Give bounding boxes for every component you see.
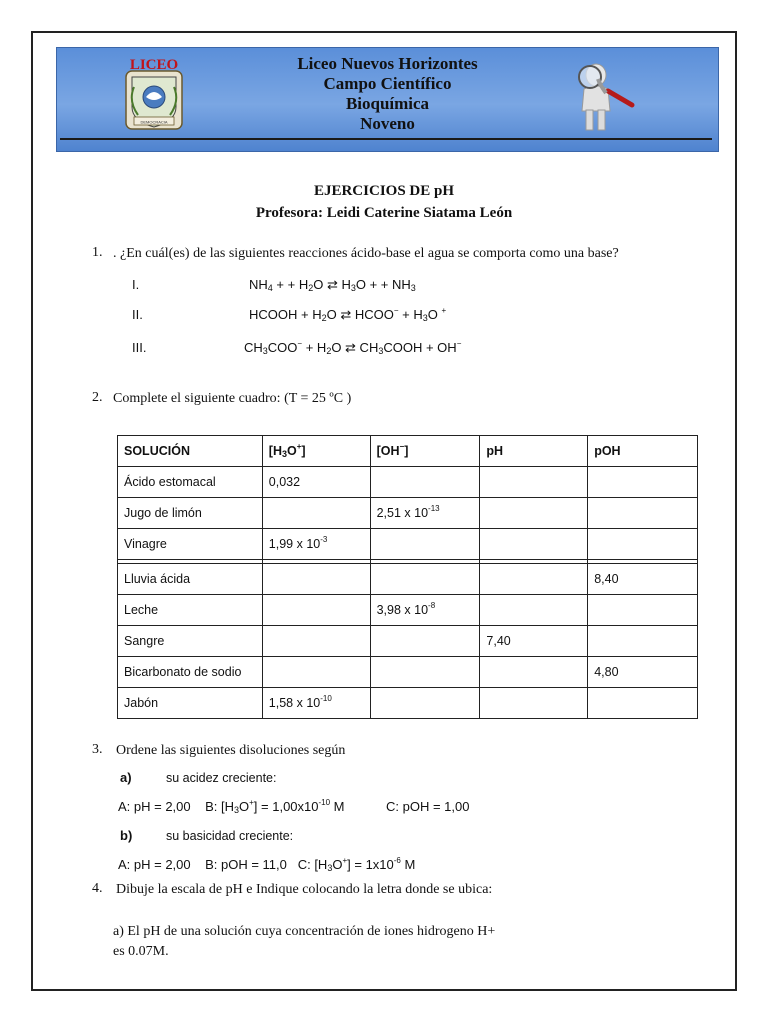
- q3-b-option-b: B: pOH = 11,0: [205, 857, 287, 872]
- title: EJERCICIOS DE pH: [313, 183, 455, 199]
- q3-a-option-a: A: pH = 2,00: [118, 799, 191, 814]
- row-h3o-exponent: -10: [320, 694, 332, 703]
- row-h3o: 0,032: [262, 467, 370, 498]
- row-ph: 7,40: [480, 626, 588, 657]
- row-h3o: [262, 498, 370, 529]
- header-h3o: $[H_3O^+]$: [262, 436, 370, 467]
- svg-text:DEMOCRACIA: DEMOCRACIA: [140, 119, 168, 125]
- row-h3o: [262, 595, 370, 626]
- magnifier-figure-icon: [566, 55, 646, 135]
- row-ph: [480, 498, 588, 529]
- ph-table: [117, 435, 698, 719]
- header-solucion: SOLUCIÓN: [118, 436, 263, 467]
- school-logo: [112, 57, 196, 135]
- row-oh: [370, 595, 480, 626]
- q3-a-option-c: C: pOH = 1,00: [386, 799, 470, 814]
- q3-a-options: A: pH = 2,00 B: $[H_3O^+] = 1,00x10^{-10}$ M: [118, 798, 345, 815]
- row-ph: [480, 467, 588, 498]
- area-name: Campo Científico: [323, 74, 452, 93]
- reaction-2: HCOOH + $H_2O$ ⇄ HCOO− + $H_3O$ +: [249, 306, 447, 323]
- q1-roman-2: II.: [132, 307, 143, 322]
- row-name: Lluvia ácida: [118, 564, 263, 595]
- row-h3o: [262, 564, 370, 595]
- row-ph: [480, 657, 588, 688]
- row-name: Vinagre: [118, 529, 263, 560]
- row-h3o-mantissa: 1,58 x 10: [268, 696, 321, 710]
- row-oh: [370, 564, 480, 595]
- row-oh-exponent: -8: [428, 601, 436, 610]
- q3-b-label: b): [120, 828, 133, 843]
- row-oh: [370, 626, 480, 657]
- q3-number: 3.: [92, 742, 103, 757]
- teacher: Profesora: Leidi Caterine Siatama León: [255, 205, 513, 221]
- row-oh: [370, 657, 480, 688]
- table-header-row: [118, 436, 698, 467]
- row-h3o-exponent: -3: [320, 535, 328, 544]
- row-oh: [370, 498, 480, 529]
- q1-roman-3: III.: [132, 340, 147, 355]
- row-ph: [480, 529, 588, 560]
- q4-sub-a-line1: a) El pH de una solución cuya concentración de iones hidrogeno H+: [113, 924, 496, 939]
- row-oh-mantissa: 3,98 x 10: [376, 603, 429, 617]
- table-row: [118, 595, 698, 626]
- row-poh: 8,40: [588, 564, 698, 595]
- row-ph: [480, 595, 588, 626]
- row-oh-mantissa: 2,51 x 10: [376, 506, 429, 520]
- svg-text:LICEO: LICEO: [129, 57, 179, 73]
- table-row: [118, 529, 698, 560]
- row-ph: [480, 564, 588, 595]
- q4-sub-a-line2: es 0.07M.: [113, 944, 169, 959]
- reaction-1: $NH_4$ + + $H_2O$ ⇄ $H_3O$ + + $NH_3$: [249, 277, 416, 293]
- header-oh: [OH−]: [370, 436, 480, 467]
- q1-roman-1: I.: [132, 277, 140, 292]
- row-h3o: [262, 688, 370, 719]
- q4-number: 4.: [92, 881, 103, 896]
- row-poh: [588, 595, 698, 626]
- row-oh: [370, 467, 480, 498]
- q4-sub-a: [113, 922, 495, 962]
- q1-text: . ¿En cuál(es) de las siguientes reacciones ácido-base el agua se comporta como una base?: [113, 246, 619, 261]
- q3-a-text: su acidez creciente:: [166, 771, 277, 785]
- row-poh: 4,80: [588, 657, 698, 688]
- header-underline: [60, 138, 712, 140]
- worksheet-title: [0, 180, 768, 224]
- row-name: Ácido estomacal: [118, 467, 263, 498]
- q3-b-option-a: A: pH = 2,00: [118, 857, 191, 872]
- q3-b-options: A: pH = 2,00 B: pOH = 11,0 C: $[H_3O^+] = 1x10^{-6}$ M: [118, 856, 416, 873]
- row-h3o: [262, 657, 370, 688]
- row-name: Jabón: [118, 688, 263, 719]
- q4-text: Dibuje la escala de pH e Indique colocando la letra donde se ubica:: [116, 882, 493, 897]
- table-row: [118, 688, 698, 719]
- row-h3o: [262, 626, 370, 657]
- row-name: Bicarbonato de sodio: [118, 657, 263, 688]
- row-ph: [480, 688, 588, 719]
- header-titles: [230, 54, 545, 134]
- q2-number: 2.: [92, 390, 103, 405]
- row-oh: [370, 688, 480, 719]
- row-poh: [588, 626, 698, 657]
- row-name: Leche: [118, 595, 263, 626]
- reaction-3: $CH_3COO^- + H_2O$ ⇄ $CH_3COOH + OH^-$: [244, 339, 462, 356]
- row-h3o: [262, 529, 370, 560]
- q3-a-label: a): [120, 770, 132, 785]
- grade-name: Noveno: [360, 114, 415, 133]
- q3-b-text: su basicidad creciente:: [166, 829, 294, 843]
- row-poh: [588, 688, 698, 719]
- row-name: Jugo de limón: [118, 498, 263, 529]
- row-poh: [588, 467, 698, 498]
- row-oh: [370, 529, 480, 560]
- school-name: Liceo Nuevos Horizontes: [297, 54, 478, 73]
- q2-text: Complete el siguiente cuadro: (T = 25 ºC ): [113, 391, 352, 406]
- table-row: [118, 657, 698, 688]
- subject-name: Bioquímica: [345, 94, 430, 113]
- table-row: [118, 564, 698, 595]
- q1-number: 1.: [92, 245, 103, 260]
- table-row: [118, 498, 698, 529]
- row-name: Sangre: [118, 626, 263, 657]
- header-ph: pH: [480, 436, 588, 467]
- table-row: [118, 467, 698, 498]
- q3-text: Ordene las siguientes disoluciones según: [116, 743, 346, 758]
- row-h3o-mantissa: 1,99 x 10: [268, 537, 321, 551]
- row-poh: [588, 498, 698, 529]
- header-poh: pOH: [588, 436, 698, 467]
- table-row: [118, 626, 698, 657]
- row-oh-exponent: -13: [428, 504, 440, 513]
- row-poh: [588, 529, 698, 560]
